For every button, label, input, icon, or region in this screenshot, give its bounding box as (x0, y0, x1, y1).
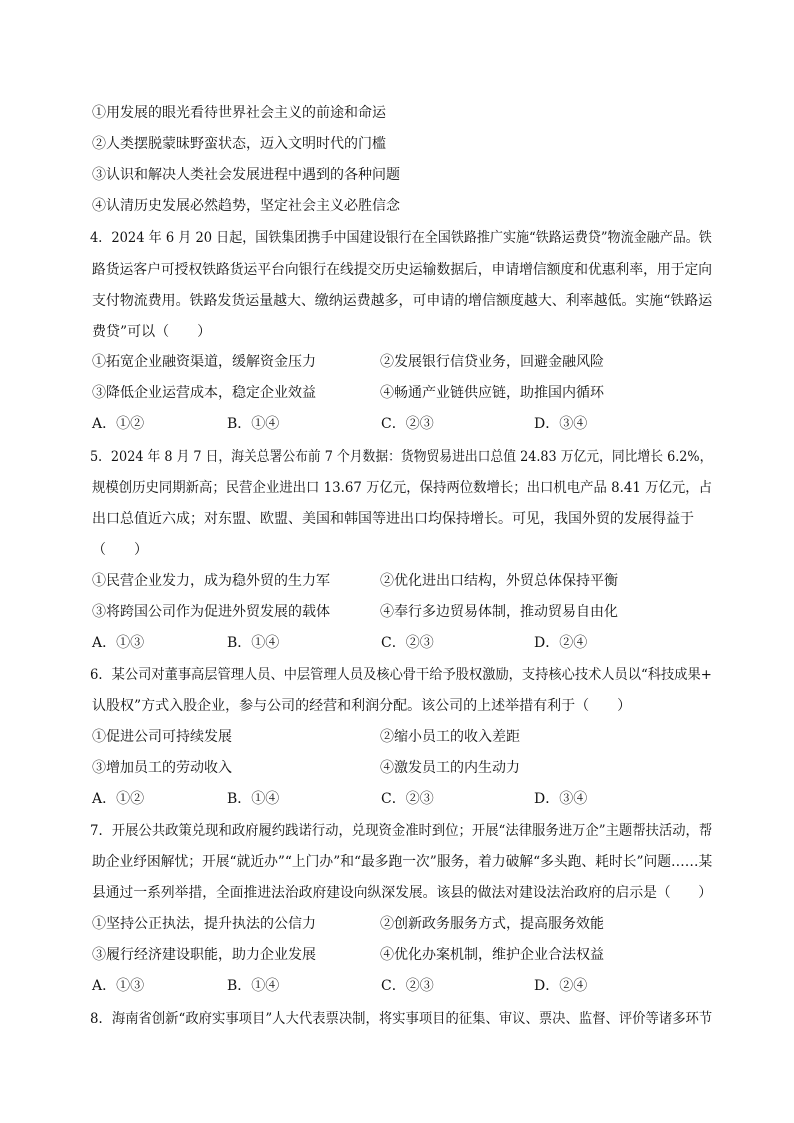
q4-stem-line-3: 支付物流费用。铁路发货运量越大、缴纳运费越多，可申请的增信额度越大、利率越低。实施“铁路运 (92, 293, 713, 309)
q4-answer-b[interactable]: B．①④ (227, 416, 280, 432)
q7-stem-line-1: 7．开展公共政策兑现和政府履约践诺行动，兑现资金准时到位；开展“法律服务进万企”主题帮扶活动，帮 (90, 823, 713, 839)
q6-item-1: ①促进公司可持续发展 (92, 729, 232, 745)
q3-option-1: ①用发展的眼光看待世界社会主义的前途和命运 (92, 105, 386, 121)
q5-item-1: ①民营企业发力，成为稳外贸的生力军 (92, 573, 330, 589)
q7-answer-a[interactable]: A．①③ (92, 978, 145, 994)
q3-option-3: ③认识和解决人类社会发展进程中遇到的各种问题 (92, 167, 400, 183)
q6-answer-b[interactable]: B．①④ (227, 791, 280, 807)
q7-stem-line-3: 县通过一系列举措，全面推进法治政府建设向纵深发展。该县的做法对建设法治政府的启示是（ ） (92, 885, 712, 901)
q5-stem-line-4: （ ） (92, 542, 148, 558)
q7-item-4: ④优化办案机制，维护企业合法权益 (380, 947, 604, 963)
q7-item-3: ③履行经济建设职能，助力企业发展 (92, 947, 316, 963)
q4-answer-c[interactable]: C．②③ (381, 416, 434, 432)
q5-answer-a[interactable]: A．①③ (92, 635, 145, 651)
q4-answer-a[interactable]: A．①② (92, 416, 145, 432)
q4-item-1: ①拓宽企业融资渠道，缓解资金压力 (92, 354, 316, 370)
q4-item-3: ③降低企业运营成本，稳定企业效益 (92, 385, 316, 401)
q7-answer-c[interactable]: C．②③ (381, 978, 434, 994)
q6-stem-line-1: 6．某公司对董事高层管理人员、中层管理人员及核心骨干给予股权激励，支持核心技术人员以“科技成果+ (90, 667, 712, 683)
q4-stem-line-2: 路货运客户可授权铁路货运平台向银行在线提交历史运输数据后，申请增信额度和优惠利率，用于定向 (92, 262, 712, 278)
q6-item-3: ③增加员工的劳动收入 (92, 760, 232, 776)
q6-answer-a[interactable]: A．①② (92, 791, 145, 807)
q3-option-4: ④认清历史发展必然趋势，坚定社会主义必胜信念 (92, 198, 400, 214)
q7-stem-line-2: 助企业纾困解忧；开展“就近办”“上门办”和“最多跑一次”服务，着力破解“多头跑、耗时长”问题……某 (92, 854, 713, 870)
q5-stem-line-2: 规模创历史同期新高；民营企业进出口 13.67 万亿元，保持两位数增长；出口机电产品 8.41 万亿元，占 (92, 480, 713, 496)
q4-answer-d[interactable]: D．③④ (534, 416, 588, 432)
q5-stem-line-1: 5．2024 年 8 月 7 日，海关总署公布前 7 个月数据：货物贸易进出口总值 24.83 万亿元，同比增长 6.2%， (90, 449, 713, 465)
q7-item-2: ②创新政务服务方式，提高服务效能 (380, 916, 604, 932)
q4-stem-line-4: 费贷”可以（ ） (92, 324, 212, 340)
q6-stem-line-2: 认股权”方式入股企业，参与公司的经营和利润分配。该公司的上述举措有利于（ ） (92, 698, 632, 714)
q5-item-4: ④奉行多边贸易体制，推动贸易自由化 (380, 604, 618, 620)
q6-item-4: ④激发员工的内生动力 (380, 760, 520, 776)
q5-item-2: ②优化进出口结构，外贸总体保持平衡 (380, 573, 618, 589)
q5-answer-b[interactable]: B．①④ (227, 635, 280, 651)
q5-answer-c[interactable]: C．②③ (381, 635, 434, 651)
q8-stem-line-1: 8．海南省创新“政府实事项目”人大代表票决制，将实事项目的征集、审议、票决、监督、评价等诸多环节 (90, 1011, 713, 1027)
q5-stem-line-3: 出口总值近六成；对东盟、欧盟、美国和韩国等进出口均保持增长。可见，我国外贸的发展得益于 (92, 511, 694, 527)
q4-item-4: ④畅通产业链供应链，助推国内循环 (380, 385, 604, 401)
q6-answer-c[interactable]: C．②③ (381, 791, 434, 807)
q4-item-2: ②发展银行信贷业务，回避金融风险 (380, 354, 604, 370)
q7-answer-d[interactable]: D．②④ (534, 978, 588, 994)
q3-option-2: ②人类摆脱蒙昧野蛮状态，迈入文明时代的门槛 (92, 136, 386, 152)
q5-answer-d[interactable]: D．②④ (534, 635, 588, 651)
q7-item-1: ①坚持公正执法，提升执法的公信力 (92, 916, 316, 932)
q6-item-2: ②缩小员工的收入差距 (380, 729, 520, 745)
q7-answer-b[interactable]: B．①④ (227, 978, 280, 994)
q4-stem-line-1: 4．2024 年 6 月 20 日起，国铁集团携手中国建设银行在全国铁路推广实施“铁路运费贷”物流金融产品。铁 (90, 230, 712, 246)
q5-item-3: ③将跨国公司作为促进外贸发展的载体 (92, 604, 330, 620)
q6-answer-d[interactable]: D．③④ (534, 791, 588, 807)
